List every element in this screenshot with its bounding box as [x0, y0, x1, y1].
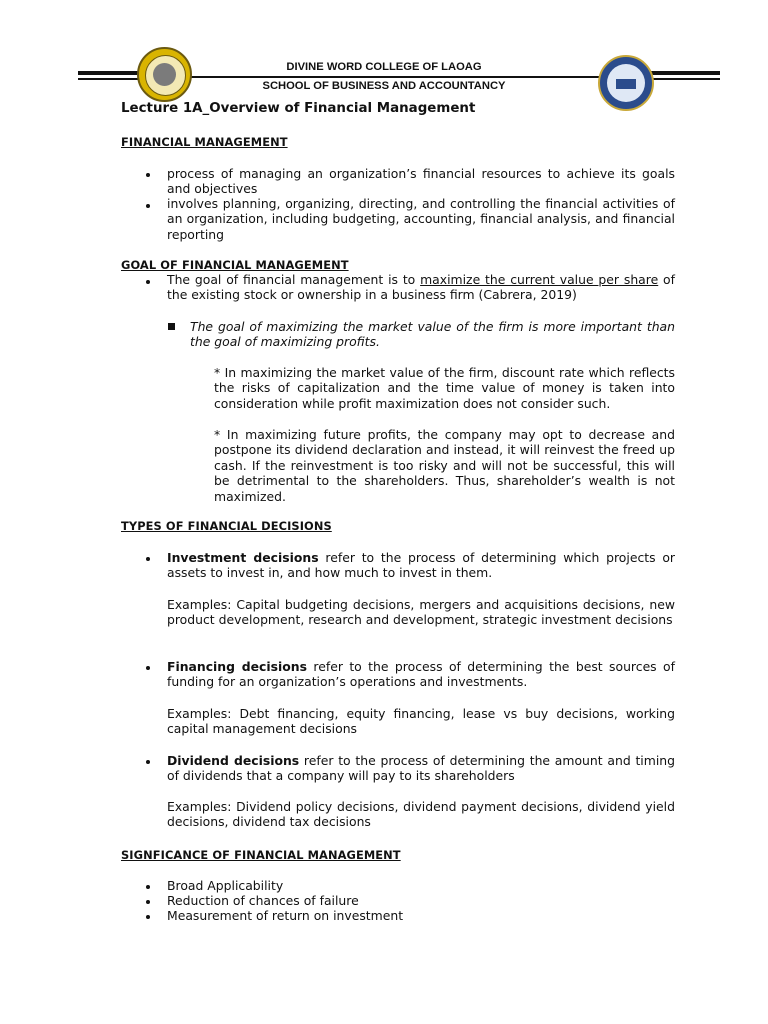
- financing-decisions: Financing decisions refer to the process of determining the best sources of funding for an organization’s operations and investments.: [167, 659, 675, 690]
- bullet: [146, 760, 150, 764]
- heading-types-decisions: TYPES OF FINANCIAL DECISIONS: [121, 519, 332, 533]
- goal-statement: The goal of financial management is to maximize the current value per share of the existing stock or ownership in a business firm (Cabrera, 2019): [167, 272, 676, 303]
- list-item: Reduction of chances of failure: [167, 893, 359, 908]
- bullet: [146, 557, 150, 561]
- heading-goal-fm: GOAL OF FINANCIAL MANAGEMENT: [121, 258, 349, 272]
- list-item: Broad Applicability: [167, 878, 284, 893]
- bullet: [146, 280, 150, 284]
- bullet: [146, 900, 150, 904]
- bullet: [146, 885, 150, 889]
- bullet: [146, 204, 150, 208]
- bullet: [146, 173, 150, 177]
- school-name: SCHOOL OF BUSINESS AND ACCOUNTANCY: [262, 80, 506, 92]
- dividend-decisions: Dividend decisions refer to the process of determining the amount and timing of dividends that a company will pay to its shareholders: [167, 753, 675, 784]
- square-bullet: [168, 323, 175, 330]
- goal-note-2: * In maximizing future profits, the company may opt to decrease and postpone its dividend declaration and instead, it will reinvest the freed up cash. If the reinvestment is too risky and will not be successful, this will be detrimental to the shareholders. Thus, shareholder’s wealth is not maximized.: [214, 427, 675, 504]
- investment-decisions: Investment decisions refer to the process of determining which projects or assets to invest in, and how much to invest in them.: [167, 550, 676, 581]
- financing-examples: Examples: Debt financing, equity financing, lease vs buy decisions, working capital management decisions: [167, 706, 675, 737]
- header-center-rule: [190, 76, 606, 78]
- fm-definition-2: involves planning, organizing, directing, and controlling the financial activities of an organization, including budgeting, accounting, financial analysis, and financial reporting: [167, 196, 675, 242]
- bullet: [146, 666, 150, 670]
- bullet: [146, 915, 150, 919]
- heading-financial-management: FINANCIAL MANAGEMENT: [121, 135, 288, 149]
- heading-significance-fm: SIGNFICANCE OF FINANCIAL MANAGEMENT: [121, 848, 401, 862]
- college-seal-left: [137, 47, 192, 102]
- list-item: Measurement of return on investment: [167, 908, 404, 923]
- college-name: DIVINE WORD COLLEGE OF LAOAG: [286, 61, 482, 73]
- lecture-title: Lecture 1A_Overview of Financial Management: [121, 101, 476, 116]
- dividend-examples: Examples: Dividend policy decisions, dividend payment decisions, dividend yield decisions, dividend tax decisions: [167, 799, 675, 830]
- goal-subpoint: The goal of maximizing the market value of the firm is more important than the goal of maximizing profits.: [190, 319, 675, 350]
- goal-note-1: * In maximizing the market value of the firm, discount rate which reflects the risks of capitalization and the time value of money is taken into consideration while profit maximization does not consider such.: [214, 365, 675, 411]
- investment-examples: Examples: Capital budgeting decisions, mergers and acquisitions decisions, new product development, research and development, strategic investment decisions: [167, 597, 675, 628]
- fm-definition-1: process of managing an organization’s financial resources to achieve its goals and objectives: [167, 166, 675, 197]
